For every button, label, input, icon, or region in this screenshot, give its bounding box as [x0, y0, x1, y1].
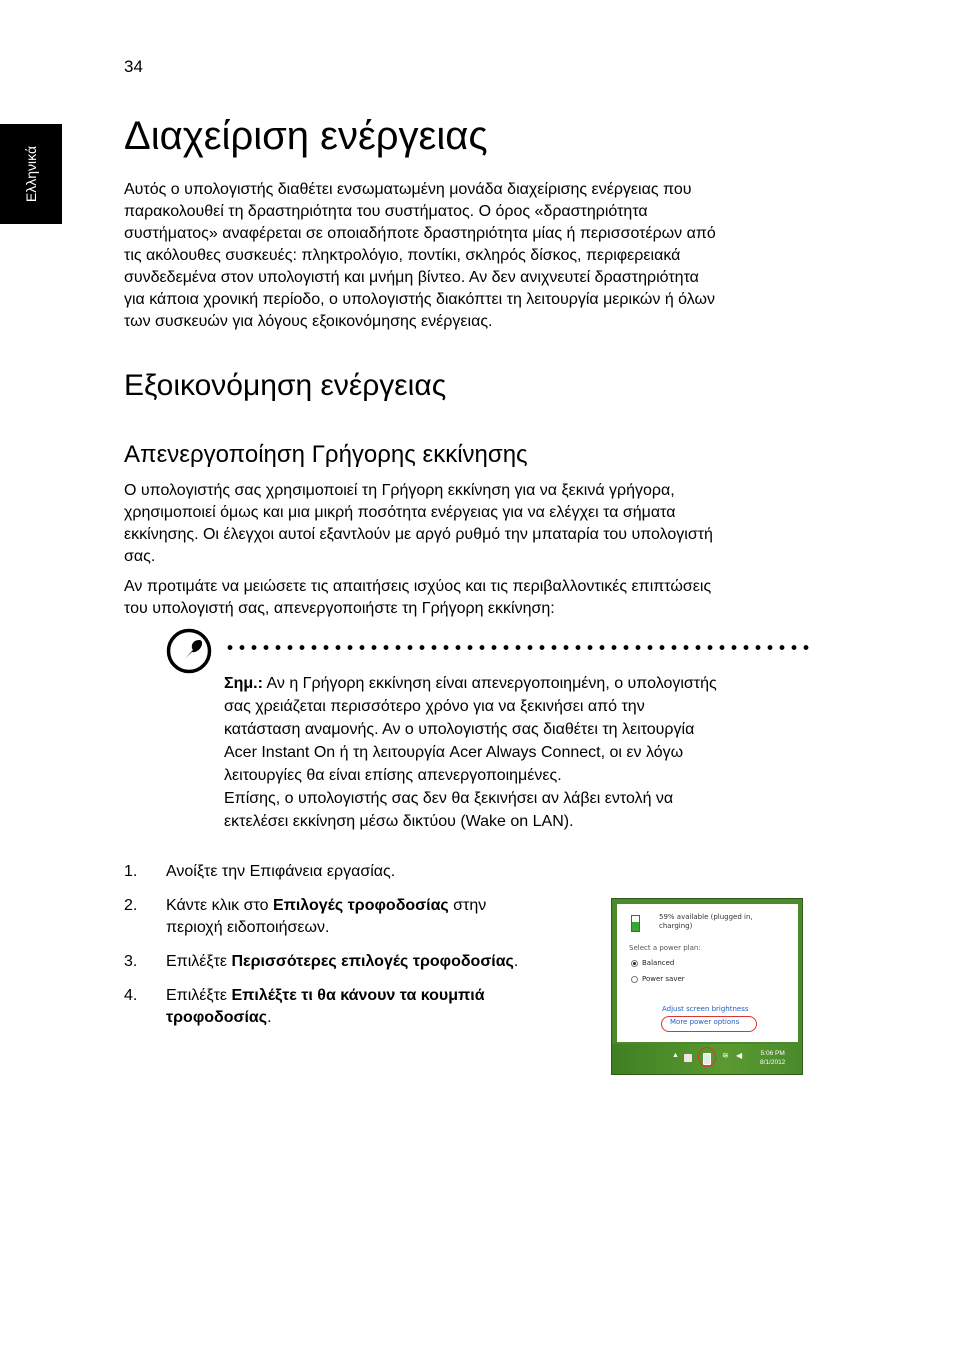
more-power-options-link[interactable]: More power options — [670, 1018, 740, 1026]
step-item: 1. Ανοίξτε την Επιφάνεια εργασίας. — [124, 863, 396, 880]
taskbar — [612, 1044, 802, 1074]
intro-paragraph: Αυτός ο υπολογιστής διαθέτει ενσωματωμένη μονάδα διαχείρισης ενέργειας που παρακολουθεί τη δραστηριότητα του συστήματος. Ο όρος «δραστηριότητα συστήματος» αναφέρεται σε οποιαδήποτε δραστηριότητα μίας ή περισσοτέρων από τις ακόλουθες συσκευές: πληκτρολόγιο, ποντίκι, σκληρός δίσκος, περιφερειακά συνδεδεμένα στον υπολογιστή και μνήμη βίντεο. Αν δεν ανιχνευτεί δραστηριότητα για κάποια χρονική περίοδο, ο υπολογιστής διακόπτει τη λειτουργία μερικών ή όλων των συσκευών για λόγους εξοικονόμησης ενέργειας. — [124, 181, 716, 330]
page-title: Διαχείριση ενέργειας — [124, 114, 488, 158]
power-flyout — [617, 904, 798, 1042]
steps-list — [124, 861, 594, 1041]
volume-icon[interactable]: ◀ — [736, 1051, 743, 1060]
power-options-screenshot — [611, 898, 803, 1075]
page-number: 34 — [124, 57, 143, 76]
tray-highlight-circle — [698, 1047, 716, 1067]
section-heading: Εξοικονόμηση ενέργειας — [124, 369, 447, 402]
fast-startup-paragraph: Ο υπολογιστής σας χρησιμοποιεί τη Γρήγορη εκκίνηση για να ξεκινά γρήγορα, χρησιμοποιεί όμως και μια μικρή ποσότητα ενέργειας για να ελέγχει τα σήματα εκκίνησης. Οι έλεγχοι αυτοί εξαντλούν με αργό ρυθμό την μπαταρία του υπολογιστή σας. — [124, 482, 713, 565]
adjust-brightness-link[interactable]: Adjust screen brightness — [662, 1005, 749, 1013]
balanced-label: Balanced — [642, 959, 675, 967]
disable-paragraph: Αν προτιμάτε να μειώσετε τις απαιτήσεις ισχύος και τις περιβαλλοντικές επιπτώσεις του υπολογιστή σας, απενεργοποιήστε τη Γρήγορη εκκίνηση: — [124, 578, 712, 617]
highlight-circle — [661, 1016, 757, 1032]
note-icon — [166, 628, 212, 674]
select-plan-label: Select a power plan: — [629, 944, 701, 952]
balanced-radio[interactable] — [631, 960, 638, 967]
step-item: 2. Κάντε κλικ στο Επιλογές τροφοδοσίας στην περιοχή ειδοποιήσεων. — [124, 897, 487, 936]
step-item: 3. Επιλέξτε Περισσότερες επιλογές τροφοδοσίας. — [124, 953, 519, 970]
note-block: Σημ.: Αν η Γρήγορη εκκίνηση είναι απενεργοποιημένη, ο υπολογιστής σας χρειάζεται περισσότερο χρόνο για να ξεκινήσει από την κατάσταση αναμονής. Αν ο υπολογιστής σας διαθέτει τη λειτουργία Acer Instant On ή τη λειτουργία Acer Always Connect, οι εν λόγω λειτουργίες θα είναι επίσης απενεργοποιημένες. Επίσης, ο υπολογιστής σας δεν θα ξεκινήσει αν λάβει εντολή να εκτελέσει εκκίνηση μέσω δικτύου (Wake on LAN). — [224, 675, 717, 830]
chevron-up-icon[interactable]: ▲ — [672, 1052, 679, 1059]
note-label: Σημ.: — [224, 675, 263, 692]
power-saver-radio[interactable] — [631, 976, 638, 983]
subsection-heading: Απενεργοποίηση Γρήγορης εκκίνησης — [124, 441, 528, 468]
clock[interactable]: 5:06 PM 8/1/2012 — [760, 1050, 786, 1066]
note-divider — [224, 645, 810, 650]
battery-status: 59% available (plugged in, charging) — [659, 913, 753, 930]
power-saver-label: Power saver — [642, 975, 685, 983]
step-item: 4. Επιλέξτε Επιλέξτε τι θα κάνουν τα κουμπιά τροφοδοσίας. — [124, 987, 485, 1026]
battery-icon — [631, 915, 640, 932]
language-label: Ελληνικά — [23, 145, 39, 203]
language-side-tab — [0, 124, 62, 224]
wifi-icon[interactable]: ≋ — [722, 1051, 729, 1060]
security-icon[interactable] — [684, 1054, 692, 1062]
